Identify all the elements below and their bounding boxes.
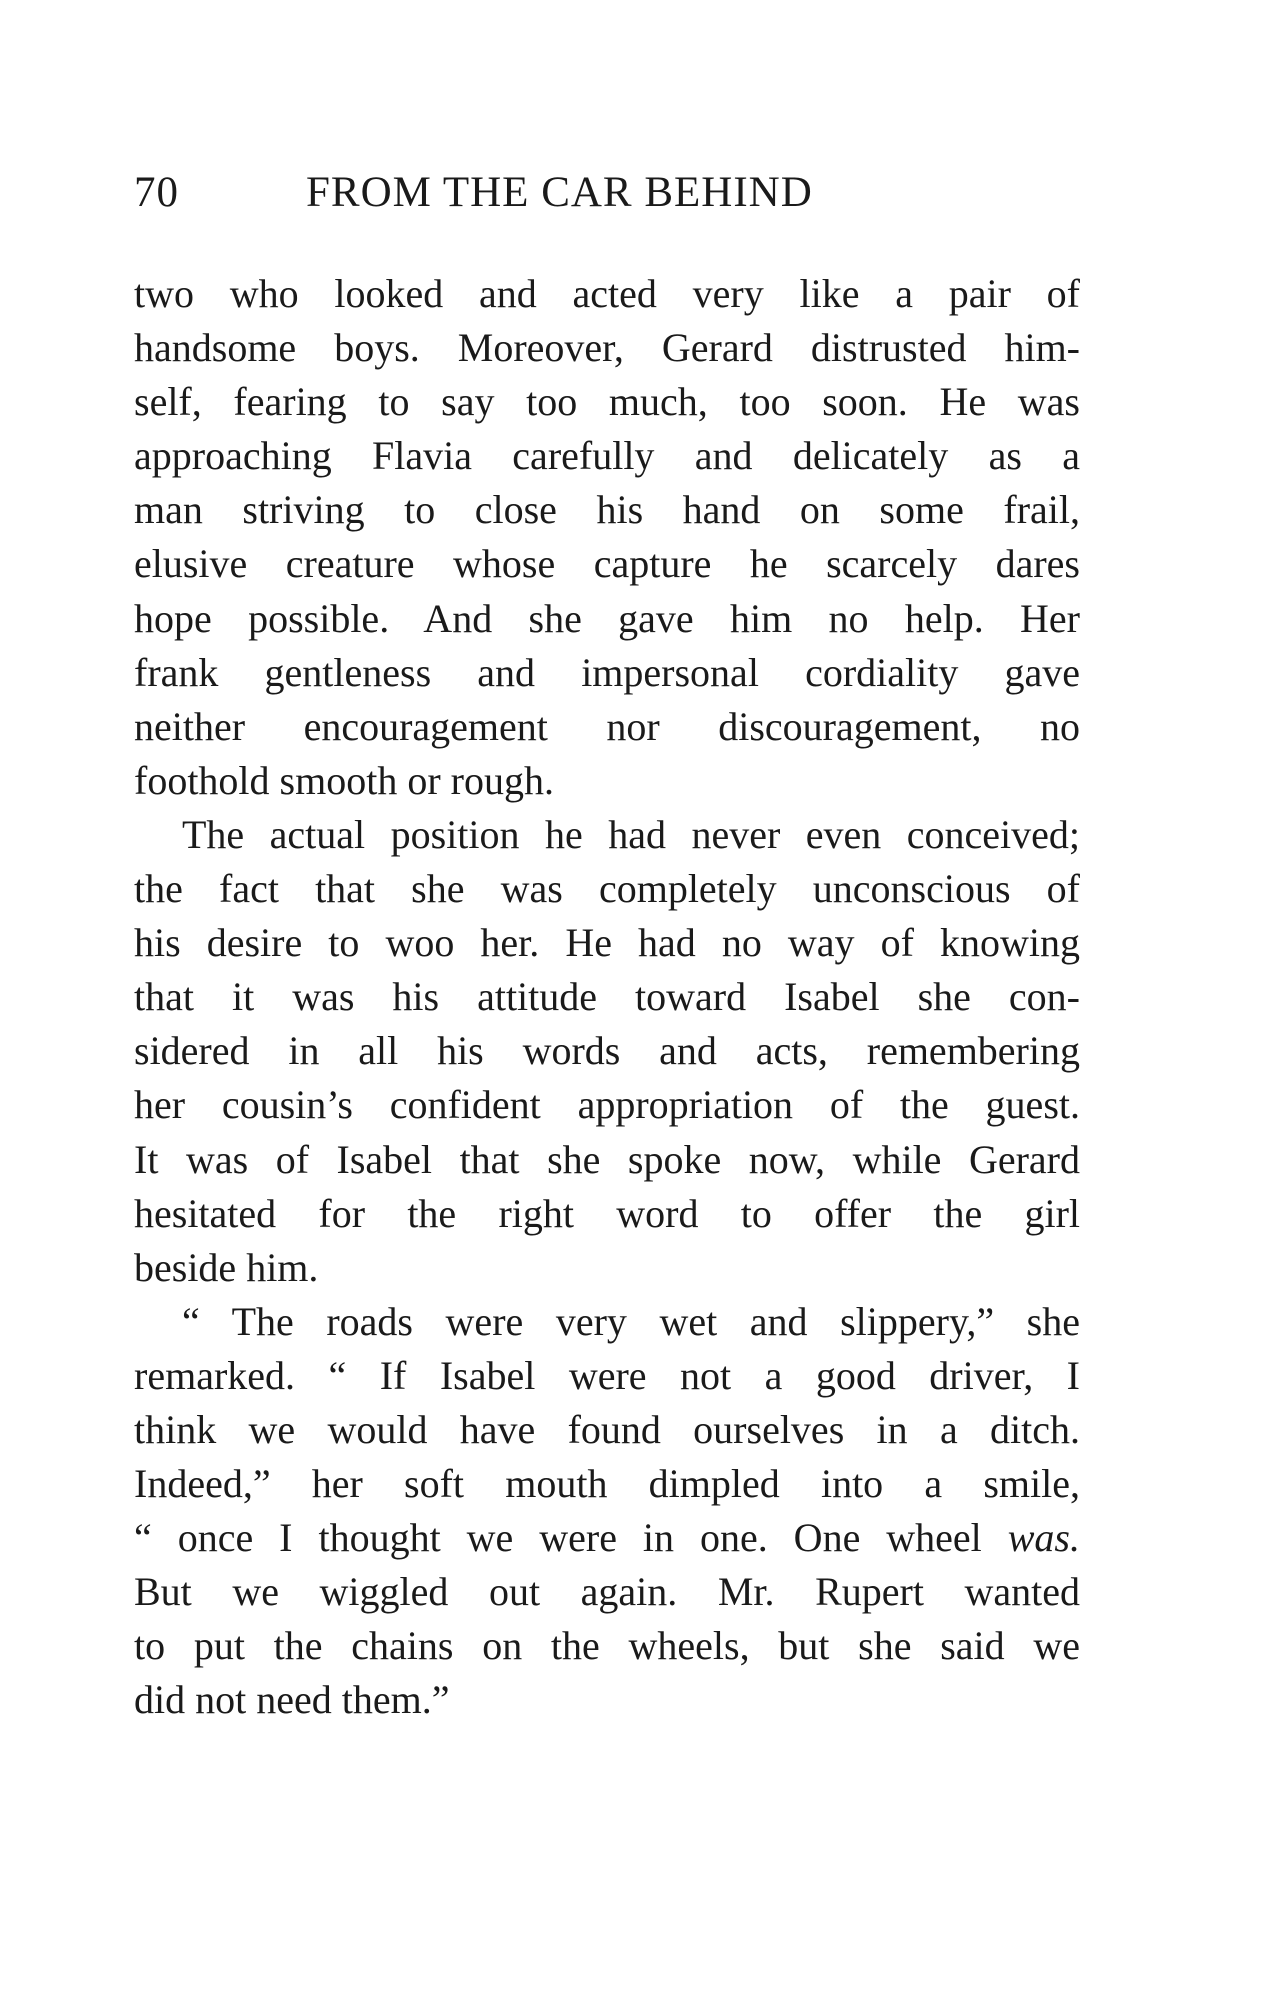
page-number: 70: [134, 169, 179, 216]
emphasized-word: was.: [1007, 1515, 1080, 1561]
text-line: But we wiggled out again. Mr. Rupert wanted: [134, 1569, 1080, 1615]
text-line: his desire to woo her. He had no way of knowing: [134, 920, 1080, 966]
text-line: two who looked and acted very like a pair of: [134, 271, 1080, 316]
page-header: [134, 168, 1094, 228]
text-line: hope possible. And she gave him no help. Her: [134, 595, 1080, 641]
paragraph-3: [134, 1295, 1080, 1728]
paragraph-1: [134, 267, 1080, 808]
text-line: man striving to close his hand on some frail,: [134, 487, 1080, 533]
text-line: to put the chains on the wheels, but she said we: [134, 1623, 1080, 1669]
text-line: did not need them.”: [134, 1677, 450, 1723]
text-line: hesitated for the right word to offer the girl: [134, 1190, 1080, 1236]
paragraph-2: [134, 808, 1080, 1295]
running-head: FROM THE CAR BEHIND: [306, 169, 813, 216]
text-line: self, fearing to say too much, too soon. He was: [134, 379, 1080, 425]
text-line: frank gentleness and impersonal cordiality gave: [134, 649, 1080, 695]
text-line: [134, 1511, 1080, 1565]
text-line: beside him.: [134, 1244, 319, 1290]
body-text: [134, 267, 1080, 1728]
text-line: approaching Flavia carefully and delicately as a: [134, 433, 1080, 479]
text-line: that it was his attitude toward Isabel she con-: [134, 974, 1080, 1020]
text-line: neither encouragement nor discouragement, no: [134, 703, 1080, 749]
text-line: her cousin’s confident appropriation of the guest.: [134, 1082, 1080, 1128]
text-line: the fact that she was completely unconscious of: [134, 866, 1080, 912]
text-line: handsome boys. Moreover, Gerard distrusted him-: [134, 325, 1080, 371]
text-line: It was of Isabel that she spoke now, while Gerard: [134, 1136, 1080, 1182]
text-line: foothold smooth or rough.: [134, 757, 554, 803]
text-line: “ The roads were very wet and slippery,” she: [182, 1298, 1080, 1344]
text-line: think we would have found ourselves in a ditch.: [134, 1406, 1080, 1452]
text-line: elusive creature whose capture he scarcely dares: [134, 541, 1080, 587]
line-text: “ once I thought we were in one. One wheel: [134, 1515, 1008, 1561]
text-line: Indeed,” her soft mouth dimpled into a smile,: [134, 1461, 1080, 1507]
text-line: The actual position he had never even conceived;: [182, 811, 1080, 857]
text-line: remarked. “ If Isabel were not a good driver, I: [134, 1352, 1080, 1398]
text-line: sidered in all his words and acts, remembering: [134, 1028, 1080, 1074]
